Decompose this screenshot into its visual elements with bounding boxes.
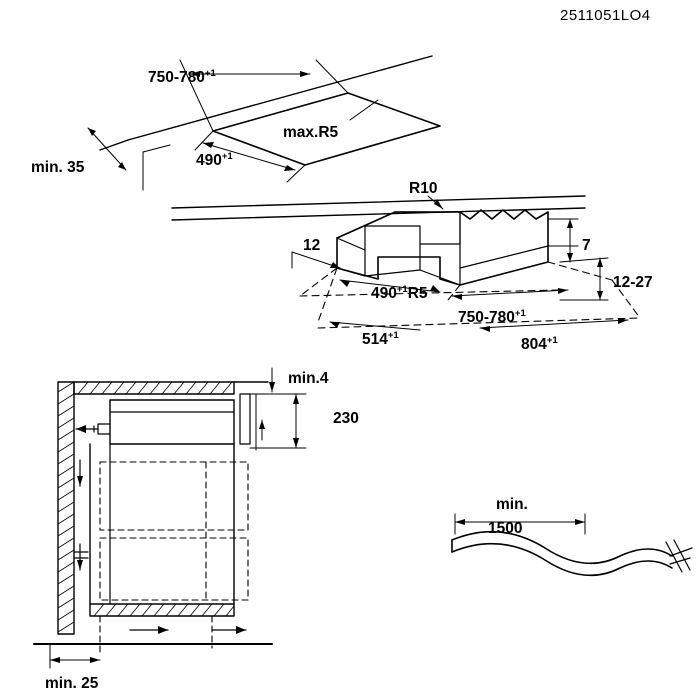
label-ledge-depth: 7 — [582, 237, 591, 254]
label-outer-radius: R10 — [409, 180, 438, 197]
recess-ledge-bottom — [337, 268, 460, 285]
hob-body — [110, 400, 234, 444]
proj-left-a — [300, 268, 337, 296]
duct-right — [240, 394, 250, 444]
label-cable-min-length: 1500 — [488, 520, 523, 537]
proj-right-a — [548, 262, 612, 280]
label-min-gap-top: min.4 — [288, 370, 329, 387]
worktop-edge-top-left-ext — [100, 140, 128, 150]
dim-line-514 — [330, 322, 420, 330]
label-cable-min-word: min. — [496, 496, 528, 513]
cable-break-1 — [666, 542, 682, 572]
recess-top-outline — [337, 210, 548, 246]
oven-outline-lower — [100, 538, 248, 600]
ext-line-cutout-right — [316, 60, 348, 93]
leader-maxr5 — [350, 100, 378, 120]
worktop-edge-bottom-inner — [172, 208, 585, 220]
label-cutout-width: $750-780^{+1}$ — [148, 68, 216, 87]
label-cutout-depth: $490^{+1}$ — [196, 151, 233, 170]
label-min-rear-distance: min. 35 — [31, 159, 85, 176]
label-min-front-distance: min. 25 — [45, 675, 99, 692]
label-ledge-width: 12 — [303, 237, 321, 254]
label-worktop-thickness: 12-27 — [613, 274, 653, 291]
cable-curve-top — [452, 532, 672, 564]
cable-break-3 — [670, 548, 692, 556]
worktop-edge-bottom-outer — [172, 196, 585, 208]
cable-curve-bottom — [452, 544, 672, 576]
document-code: 2511051LO4 — [560, 7, 651, 24]
hob-connector — [98, 424, 110, 434]
label-outer-width: $804^{+1}$ — [521, 335, 558, 354]
label-cabinet-height: 230 — [333, 410, 359, 427]
cable-break-2 — [674, 540, 690, 570]
proj-left-b — [318, 268, 337, 322]
oven-outline-upper — [100, 462, 248, 530]
label-inner-depth: $490^{+1}R5$ — [371, 284, 428, 303]
label-inner-width: $750-780^{+1}$ — [458, 308, 526, 327]
ext-line-min35-b — [143, 145, 170, 152]
label-corner-radius-max: max.R5 — [283, 124, 339, 141]
label-outer-depth: $514^{+1}$ — [362, 330, 399, 349]
recess-ledge-face — [337, 212, 460, 250]
dim-line-min35 — [88, 128, 126, 170]
cable-break-4 — [670, 558, 690, 564]
